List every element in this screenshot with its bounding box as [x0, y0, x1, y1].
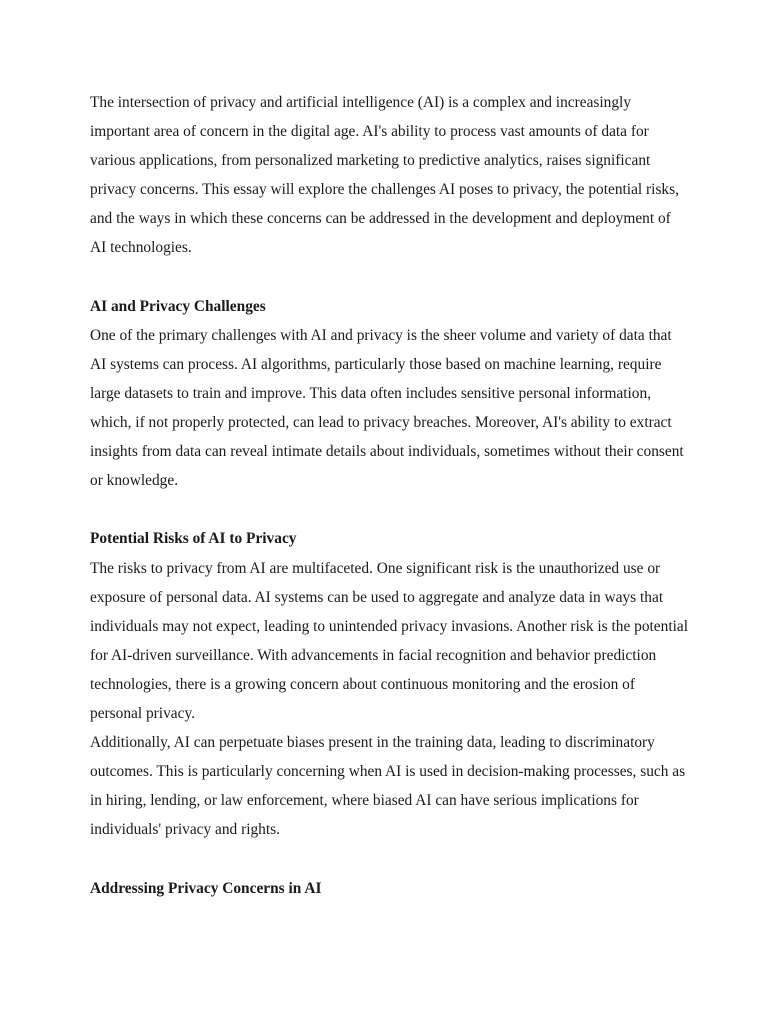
section-heading-addressing: Addressing Privacy Concerns in AI — [90, 879, 322, 897]
risks-paragraph: The risks to privacy from AI are multifaceted. One significant risk is the unauthorized use or exposure of personal data. AI systems can be used to aggregate and analyze data in ways that individuals may not expect, leading to unintended privacy invasions. Another risk is the potential for AI-driven surveillance. With advancements in facial recognition and behavior prediction technologies, there is a growing concern about continuous monitoring and the erosion of personal privacy. — [90, 559, 688, 722]
paragraph-spacer — [90, 495, 690, 524]
intro-paragraph: The intersection of privacy and artificial intelligence (AI) is a complex and increasingly important area of concern in the digital age. AI's ability to process vast amounts of data for various applications, from personalized marketing to predictive analytics, raises significant privacy concerns. This essay will explore the challenges AI poses to privacy, the potential risks, and the ways in which these concerns can be addressed in the development and deployment of AI technologies. — [90, 94, 679, 257]
section-heading-risks: Potential Risks of AI to Privacy — [90, 530, 297, 548]
challenges-paragraph: One of the primary challenges with AI and privacy is the sheer volume and variety of data that AI systems can process. AI algorithms, particularly those based on machine learning, require large datasets to train and improve. This data often includes sensitive personal information, which, if not properly protected, can lead to privacy breaches. Moreover, AI's ability to extract insights from data can reveal intimate details about individuals, sometimes without their consent or knowledge. — [90, 326, 684, 490]
biases-paragraph: Additionally, AI can perpetuate biases present in the training data, leading to discriminatory outcomes. This is particularly concerning when AI is used in decision-making processes, such as in hiring, lending, or law enforcement, where biased AI can have serious implications for individuals' privacy and rights. — [90, 734, 686, 839]
paragraph-spacer — [90, 263, 690, 292]
section-heading-challenges: AI and Privacy Challenges — [90, 297, 266, 315]
document-page — [90, 88, 690, 903]
paragraph-spacer — [90, 844, 690, 873]
